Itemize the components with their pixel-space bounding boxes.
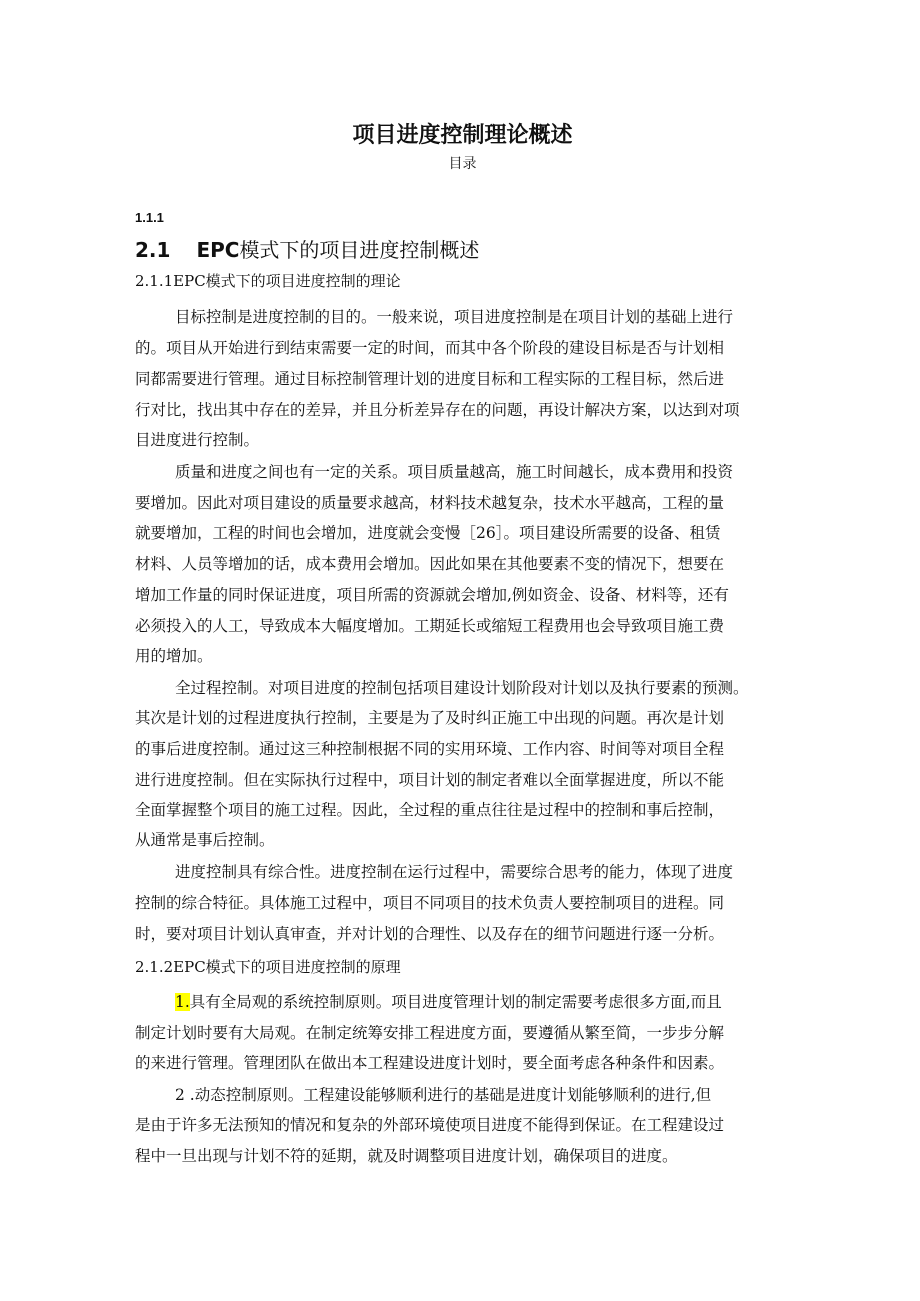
heading-number: 1.1.1 (135, 210, 164, 225)
paragraph-line: 增加工作量的同时保证进度，项目所需的资源就会增加,例如资金、设备、材料等，还有 (135, 586, 729, 604)
paragraph-text: 具有全局观的系统控制原则。项目进度管理计划的制定需要考虑很多方面,而且 (189, 993, 722, 1011)
paragraph-line: 是由于许多无法预知的情况和复杂的外部环境使项目进度不能得到保证。在工程建设过 (135, 1116, 725, 1134)
paragraph-line: 同都需要进行管理。通过目标控制管理计划的进度目标和工程实际的工程目标，然后进 (135, 370, 725, 388)
paragraph-line: 的事后进度控制。通过这三种控制根据不同的实用环境、工作内容、时间等对项目全程 (135, 740, 725, 758)
paragraph-line: 必须投入的人工，导致成本大幅度增加。工期延长或缩短工程费用也会导致项目施工费 (135, 617, 725, 635)
document-title: 项目进度控制理论概述 (352, 123, 573, 148)
paragraph-line: 的来进行管理。管理团队在做出本工程建设进度计划时，要全面考虑各种条件和因素。 (135, 1054, 725, 1072)
paragraph-line: 全过程控制。对项目进度的控制包括项目建设计划阶段对计划以及执行要素的预测。 (175, 679, 749, 697)
paragraph-line: 进行进度控制。但在实际执行过程中，项目计划的制定者难以全面掌握进度，所以不能 (135, 771, 725, 789)
paragraph-line: 质量和进度之间也有一定的关系。项目质量越高，施工时间越长，成本费用和投资 (175, 463, 734, 481)
subsection-heading-2: 2.1.2EPC模式下的项目进度控制的原理 (135, 958, 401, 976)
paragraph-line: 要增加。因此对项目建设的质量要求越高，材料技术越复杂，技术水平越高，工程的量 (135, 494, 725, 512)
paragraph-line: 2 .动态控制原则。工程建设能够顺利进行的基础是进度计划能够顺利的进行,但 (175, 1086, 712, 1104)
paragraph-line: 从通常是事后控制。 (135, 831, 275, 849)
paragraph-line: 时，要对项目计划认真审查，并对计划的合理性、以及存在的细节问题进行逐一分析。 (135, 925, 725, 943)
paragraph-line: 进度控制具有综合性。进度控制在运行过程中，需要综合思考的能力，体现了进度 (175, 863, 734, 881)
paragraph-line: 程中一旦出现与计划不符的延期，就及时调整项目进度计划，确保项目的进度。 (135, 1147, 678, 1165)
principle-1-first-line (175, 992, 722, 1012)
paragraph-line: 行对比，找出其中存在的差异，并且分析差异存在的问题，再设计解决方案，以达到对项 (135, 401, 740, 419)
paragraph-line: 制定计划时要有大局观。在制定统筹安排工程进度方面，要遵循从繁至简，一步步分解 (135, 1024, 725, 1042)
paragraph-line: 全面掌握整个项目的施工过程。因此，全过程的重点往往是过程中的控制和事后控制， (135, 801, 725, 819)
toc-label: 目录 (448, 156, 477, 172)
paragraph-line: 目标控制是进度控制的目的。一般来说，项目进度控制是在项目计划的基础上进行 (175, 308, 734, 326)
paragraph-line: 目进度进行控制。 (135, 431, 260, 449)
paragraph-line: 控制的综合特征。具体施工过程中，项目不同项目的技术负责人要控制项目的进程。同 (135, 894, 725, 912)
paragraph-line: 的。项目从开始进行到结束需要一定的时间，而其中各个阶段的建设目标是否与计划相 (135, 339, 725, 357)
paragraph-line: 用的增加。 (135, 647, 213, 665)
section-number: 2.1 (135, 238, 171, 262)
paragraph-line: 就要增加，工程的时间也会增加，进度就会变慢［26］。项目建设所需要的设备、租赁 (135, 524, 721, 542)
paragraph-line: 材料、人员等增加的话，成本费用会增加。因此如果在其他要素不变的情况下，想要在 (135, 555, 725, 573)
highlighted-list-marker: 1. (175, 993, 190, 1011)
subsection-heading-1: 2.1.1EPC模式下的项目进度控制的理论 (135, 272, 401, 290)
section-heading (135, 234, 479, 263)
section-title-rest: 模式下的项目进度控制概述 (239, 238, 480, 262)
section-title-prefix: EPC (196, 238, 240, 262)
paragraph-line: 其次是计划的过程进度执行控制，主要是为了及时纠正施工中出现的问题。再次是计划 (135, 709, 725, 727)
